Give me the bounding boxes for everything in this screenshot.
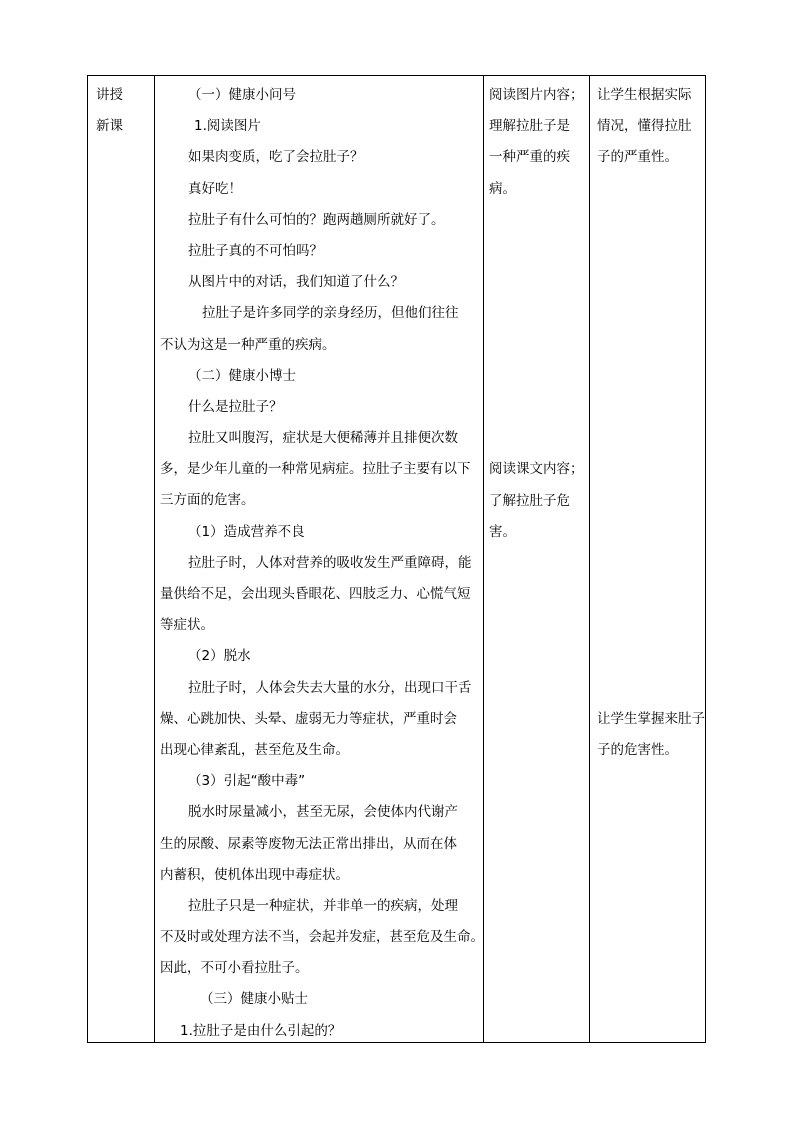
sub-heading: （1）造成营养不良: [188, 523, 305, 540]
intent-text: 让学生根据实际: [597, 87, 692, 103]
sub-heading: 1.阅读图片: [194, 118, 261, 135]
text-line: 拉肚子时，人体对营养的吸收发生严重障碍，能: [188, 554, 472, 571]
design-intent-cell: [589, 76, 707, 1042]
sub-heading: （3）引起“酸中毒”: [188, 773, 306, 790]
section-heading: （一）健康小问号: [188, 87, 296, 103]
text-line: 三方面的危害。: [160, 492, 255, 509]
text-line: 拉肚又叫腹泻，症状是大便稀薄并且排便次数: [188, 430, 458, 447]
text-line: 量供给不足，会出现头昏眼花、四肢乏力、心慌气短: [160, 586, 471, 602]
teacher-activity-cell: [154, 76, 483, 1042]
student-text: 害。: [489, 523, 516, 540]
intent-text: 子的危害性。: [597, 742, 678, 759]
student-text: 理解拉肚子是: [489, 118, 570, 135]
student-text: 病。: [489, 180, 516, 197]
sub-heading: 1.拉肚子是由什么引起的？: [180, 1022, 342, 1039]
text-line: 拉肚子只是一种症状，并非单一的疾病，处理: [188, 897, 458, 914]
text-line: 拉肚子有什么可怕的？跑两趟厕所就好了。: [188, 211, 445, 228]
lesson-table: [87, 75, 706, 1043]
student-activity-cell: [483, 76, 589, 1042]
student-text: 了解拉肚子危: [489, 492, 570, 509]
text-line: 因此，不可小看拉肚子。: [160, 960, 309, 977]
text-line: 拉肚子是许多同学的亲身经历，但他们往往: [202, 305, 459, 322]
text-line: 出现心律紊乱，甚至危及生命。: [160, 741, 349, 758]
stage-text: 讲授: [96, 87, 123, 103]
student-text: 阅读图片内容；: [489, 87, 584, 103]
text-line: 不认为这是一种严重的疾病。: [160, 336, 336, 353]
text-line: 如果肉变质，吃了会拉肚子？: [188, 149, 364, 166]
text-line: 燥、心跳加快、头晕、虚弱无力等症状，严重时会: [160, 710, 457, 727]
text-line: 不及时或处理方法不当，会起并发症，甚至危及生命。: [160, 929, 484, 946]
text-line: 生的尿酸、尿素等废物无法正常出排出，从而在体: [160, 835, 457, 852]
text-line: 等症状。: [160, 617, 214, 634]
text-line: 拉肚子真的不可怕吗？: [188, 242, 323, 259]
text-line: 拉肚子时，人体会失去大量的水分，出现口干舌: [188, 679, 472, 696]
sub-heading: （2）脱水: [188, 648, 251, 665]
text-line: 内蓄积，使机体出现中毒症状。: [160, 866, 349, 883]
text-line: 真好吃！: [188, 180, 242, 197]
section-heading: （三）健康小贴士: [200, 991, 308, 1008]
intent-text: 情况，懂得拉肚: [597, 118, 692, 135]
intent-text: 子的严重性。: [597, 149, 678, 166]
text-line: 从图片中的对话，我们知道了什么？: [188, 274, 404, 291]
stage-text: 新课: [96, 118, 123, 135]
stage-cell: [88, 76, 154, 1042]
text-line: 脱水时尿量减小，甚至无尿，会使体内代谢产: [188, 804, 458, 821]
student-text: 阅读课文内容；: [489, 461, 584, 478]
student-text: 一种严重的疾: [489, 149, 570, 166]
text-line: 什么是拉肚子？: [188, 398, 283, 415]
intent-text: 让学生掌握来肚子: [597, 710, 705, 727]
section-heading: （二）健康小博士: [188, 367, 296, 384]
text-line: 多，是少年儿童的一种常见病症。拉肚子主要有以下: [160, 461, 471, 478]
